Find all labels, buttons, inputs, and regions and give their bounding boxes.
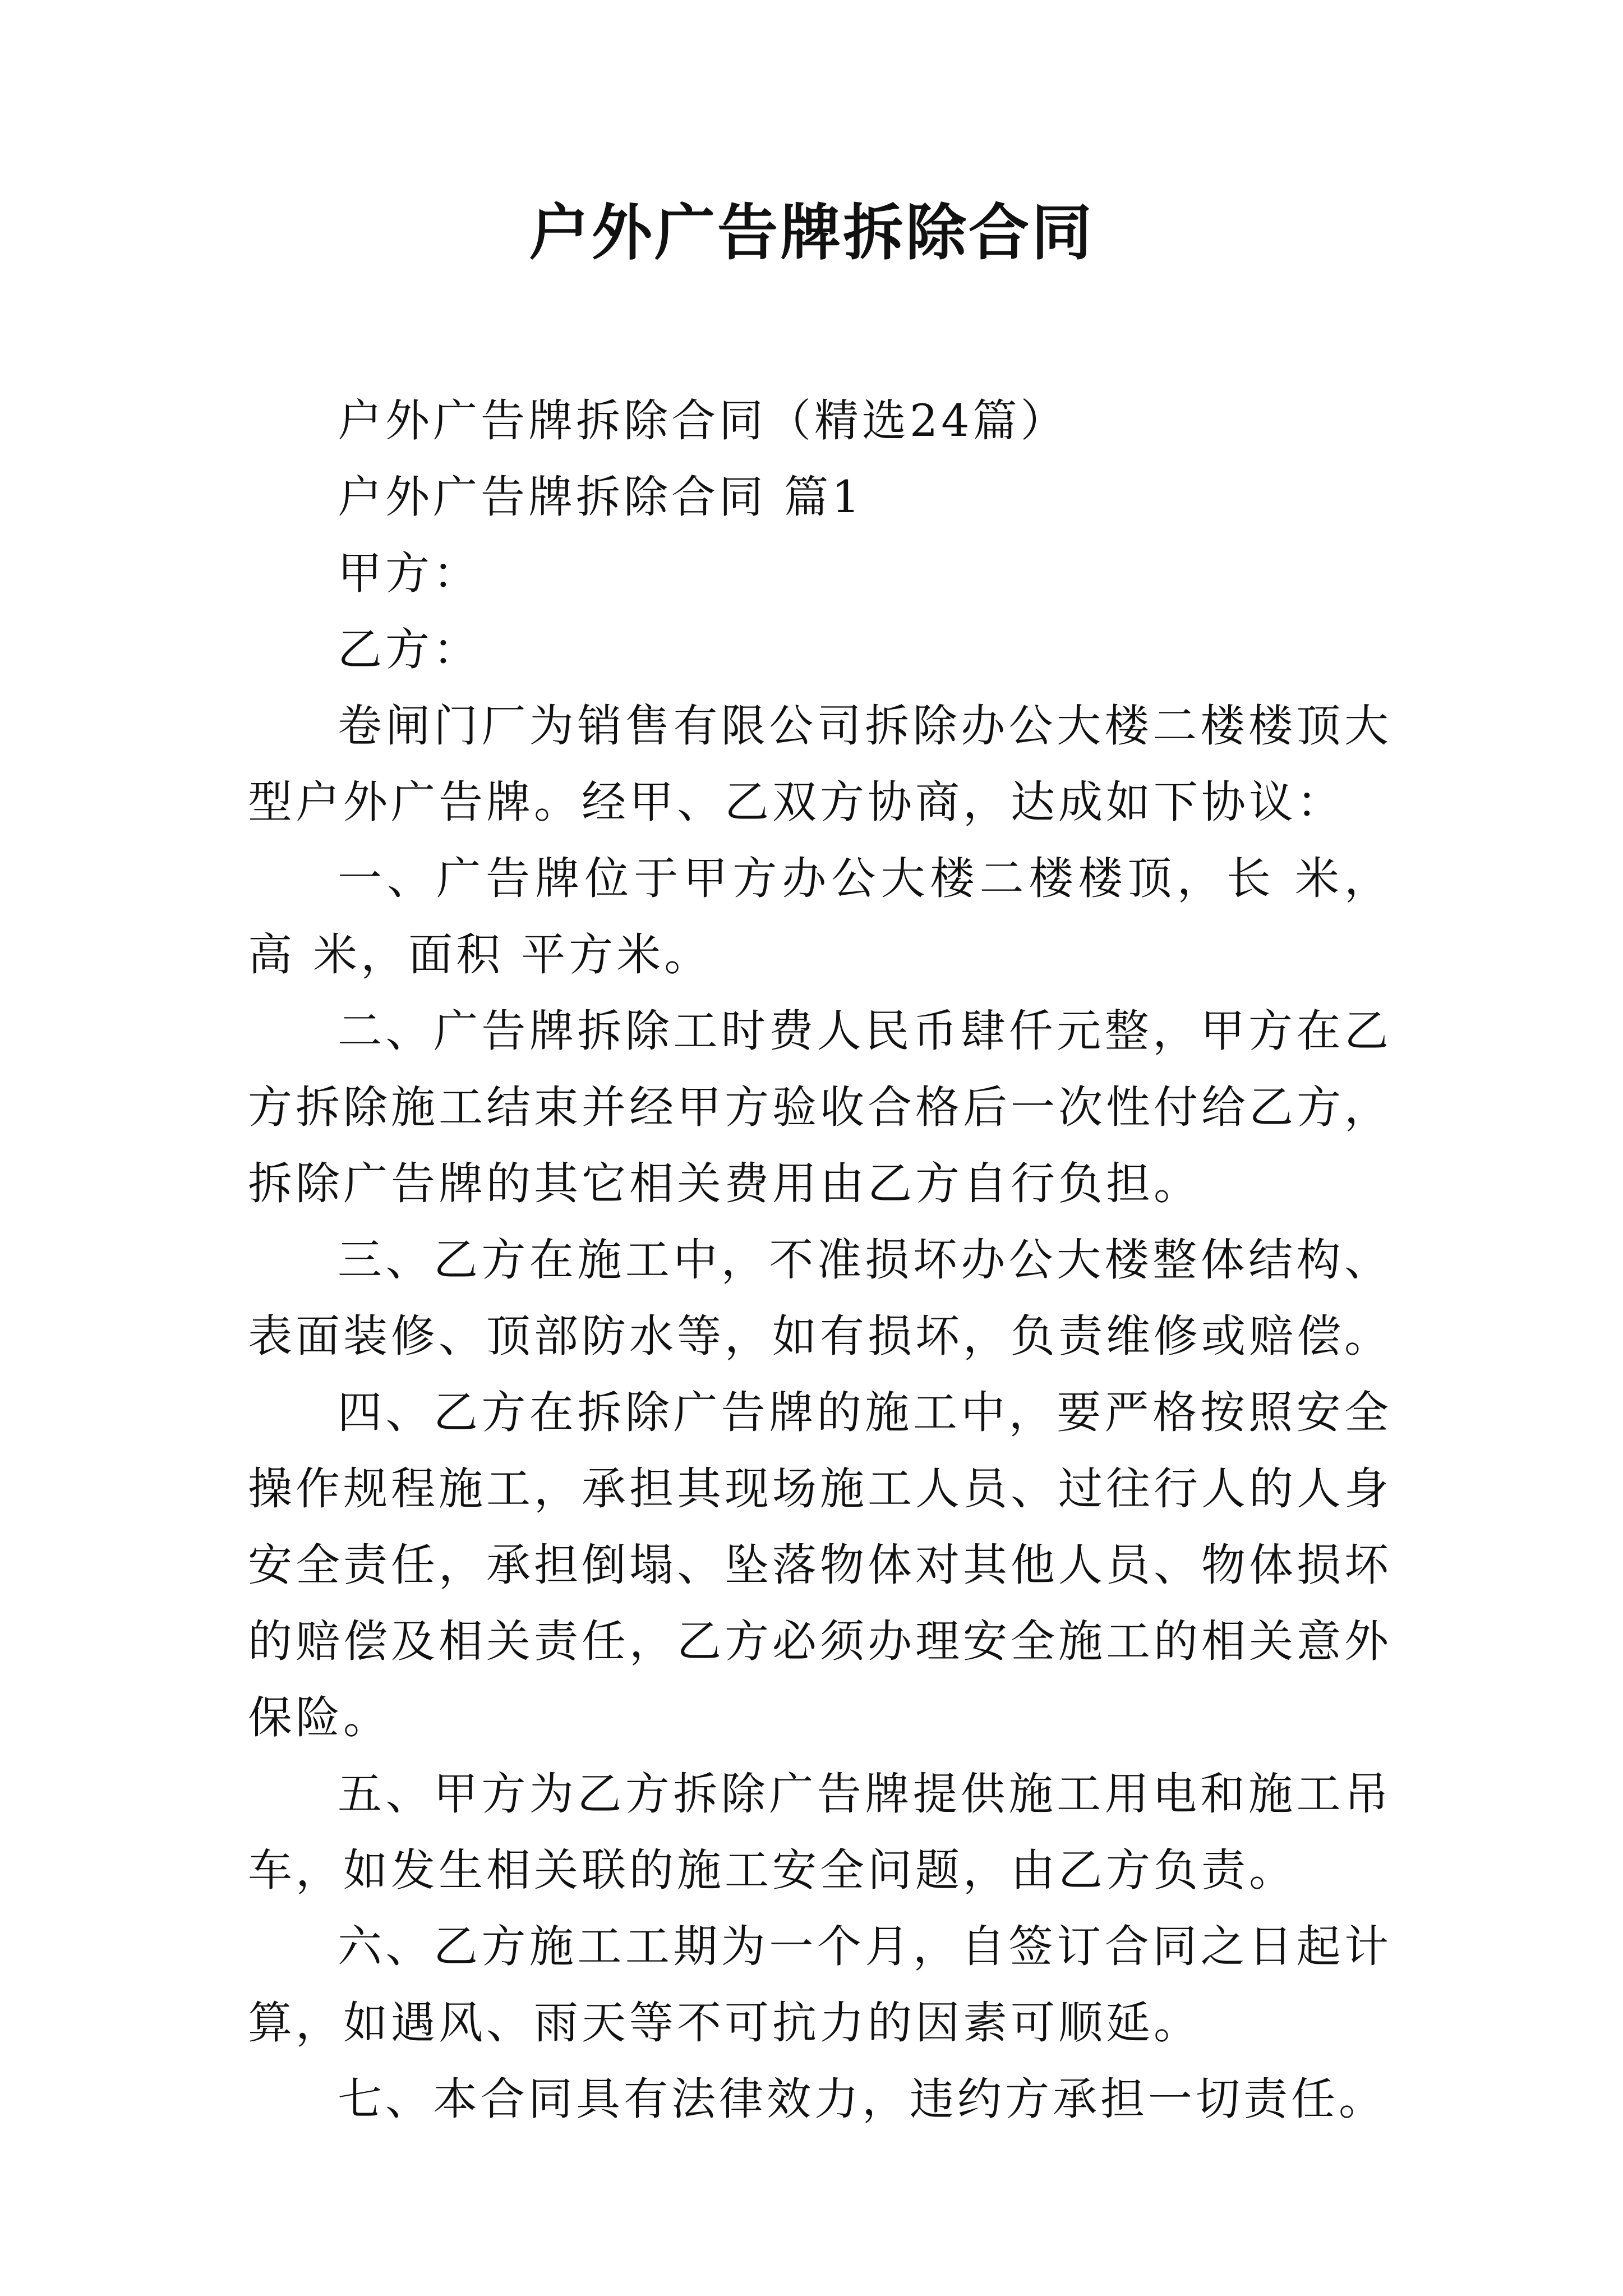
document-title: 户外广告牌拆除合同 xyxy=(528,197,1094,268)
paragraph-clause-2: 二、广告牌拆除工时费人民币肆仟元整，甲方在乙方拆除施工结束并经甲方验收合格后一次性付给乙方，拆除广告牌的其它相关费用由乙方自行负担。 xyxy=(248,1005,1392,1209)
paragraph-clause-5: 五、甲方为乙方拆除广告牌提供施工用电和施工吊车，如发生相关联的施工安全问题，由乙方负责。 xyxy=(248,1768,1392,1896)
document-body xyxy=(248,383,1392,2137)
paragraph-preamble: 卷闸门厂为销售有限公司拆除办公大楼二楼楼顶大型户外广告牌。经甲、乙双方协商，达成如下协议： xyxy=(248,700,1392,828)
paragraph-party-a: 甲方： xyxy=(338,547,481,599)
paragraph-subtitle: 户外广告牌拆除合同（精选24篇） xyxy=(338,395,1068,447)
paragraph-clause-3: 三、乙方在施工中，不准损坏办公大楼整体结构、表面装修、顶部防水等，如有损坏，负责维修或赔偿。 xyxy=(248,1234,1392,1362)
paragraph-section-heading: 户外广告牌拆除合同 篇1 xyxy=(338,471,864,523)
paragraph-party-b: 乙方： xyxy=(338,624,481,675)
paragraph-clause-4: 四、乙方在拆除广告牌的施工中，要严格按照安全操作规程施工，承担其现场施工人员、过往行人的人身安全责任，承担倒塌、坠落物体对其他人员、物体损坏的赔偿及相关责任，乙方必须办理安全施工的相关意外保险。 xyxy=(248,1387,1392,1743)
paragraph-clause-7: 七、本合同具有法律效力，违约方承担一切责任。 xyxy=(338,2073,1386,2125)
paragraph-clause-6: 六、乙方施工工期为一个月，自签订合同之日起计算，如遇风、雨天等不可抗力的因素可顺延。 xyxy=(248,1921,1392,2049)
paragraph-clause-1: 一、广告牌位于甲方办公大楼二楼楼顶，长 米，高 米，面积 平方米。 xyxy=(248,853,1392,981)
